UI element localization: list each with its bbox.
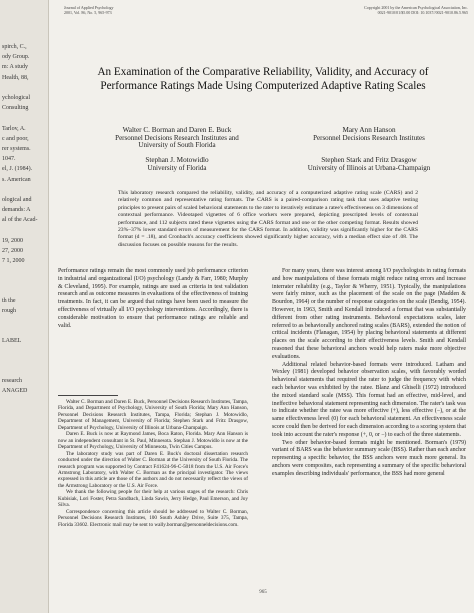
author-block [92, 157, 262, 172]
previous-page-line: s. American [2, 176, 31, 183]
journal-line: 2001, Vol. 86, No. 5, 965-973 [64, 10, 112, 15]
previous-page-line: rer systems. [2, 146, 31, 152]
previous-page-edge [0, 0, 49, 613]
previous-page-line: 19, 2000 [2, 237, 23, 244]
journal-line: Journal of Applied Psychology [64, 5, 114, 10]
right-column [272, 268, 466, 479]
abstract: This laboratory research compared the reliability, validity, and accuracy of a computerized adaptive rating scale (CARS) and 2 relatively common and representative rating formats. The CARS is a paired-comparison rating task that uses adaptive testing principles to present pairs of scaled behavioral statements to the rater to iteratively estimate a ratee's effectiveness on 3 dimensions of contextual performance. Videotaped vignettes of 6 office workers were prepared, depicting prescripted levels of contextual performance, and 112 subjects rated these vignettes using the CARS format and one or the other competing format. Results showed 23%–37% lower standard errors of measurement for the CARS format. In addition, validity was significantly higher for the CARS format (d = .18), and Cronbach's accuracy coefficients showed significantly higher accuracy, with a median effect size of .08. The discussion focuses on possible reasons for the results. [118, 190, 418, 248]
previous-page-line: 7 1, 2000 [2, 258, 25, 265]
author-affiliation: University of South Florida [138, 141, 216, 150]
body-paragraph: Performance ratings remain the most commonly used job performance criterion in industrial and organizational (I/O) psychology (Landy & Farr, 1980; Murphy & Cleveland, 1995). For example, ratings are used as criteria in test validation research and as outcome measures in evaluations of the effectiveness of training treatments. In fact, it can be argued that ratings have been used to measure the effectiveness of virtually all I/O psychology interventions. Accordingly, there is considerable motivation to ensure that performance ratings are reliable and valid. [58, 268, 248, 329]
author-name: Walter C. Borman and Daren E. Buck [122, 126, 232, 134]
footnote-paragraph: Daren E. Buck is now at Raymond James, Boca Raton, Florida. Mary Ann Hanson is now an independent consultant in St. Paul, Minnesota. Stephan J. Motowidlo is now at the Department of Psychology, University of Minnesota, Twin Cities Campus. [58, 431, 248, 451]
copyright-header [364, 5, 468, 15]
previous-page-line: ANAGED [2, 388, 28, 394]
footnote-paragraph: We thank the following people for their help at various stages of the research: Chris Kubisiak, Lori Foster, Petra Sandbach, Linda Sawin, Jerry Hedge, Paul Emerson, and Joy Silva. [58, 489, 248, 509]
author-affiliation: Personnel Decisions Research Institutes [313, 133, 425, 142]
body-paragraph: Two other behavior-based formats might be mentioned. Borman's (1979) variant of BARS was the behavior summary scale (BSS). Rather than each anchor representing a specific behavior, the BSS anchors were much more general. Its anchors were composites, each representing a summary of the specific behavioral examples describing individuals' performance, the BSS had more general [272, 439, 466, 477]
previous-page-line: m: A study [2, 64, 29, 71]
footnote-rule [58, 395, 118, 396]
previous-page-line: demands: A [2, 207, 31, 214]
previous-page-line: Health, 88, [2, 74, 29, 81]
previous-page-line: Tarlov, A. [2, 125, 26, 132]
journal-header [64, 5, 113, 15]
author-name: Stephan J. Motowidlo [145, 156, 209, 164]
previous-page-line: 27, 2000 [2, 248, 23, 254]
page-number: 965 [259, 590, 267, 595]
body-paragraph: For many years, there was interest among I/O psychologists in rating formats and how manipulations of these formats might reduce rating errors and increase interrater reliability (e.g., Taylor & Wherry, 1951). Typically, the manipulations were fairly minor, such as the placement of the scale on the page (Madden & Bourdon, 1964) or the number of response categories on the scale (Bendig, 1954). However, in 1963, Smith and Kendall introduced a format that was substantially different from other rating instruments. Behavioral expectations scales, later referred to as behaviorally anchored rating scales (BARS), extended the notion of critical incidents (Flanagan, 1954) by placing behavioral statements at different places on the scale according to their effectiveness levels. Smith and Kendall reasoned that these behavioral anchors would help raters make more objective evaluations. [272, 268, 466, 360]
author-affiliation: Personnel Decisions Research Institutes and [115, 133, 239, 142]
author-name: Mary Ann Hanson [342, 126, 396, 134]
author-note [58, 399, 248, 528]
author-block [284, 157, 454, 172]
previous-page-line: ychological [2, 95, 30, 101]
copyright-line: Copyright 2001 by the American Psychological Association, Inc. [364, 5, 468, 10]
author-block [92, 127, 262, 150]
left-column [58, 268, 248, 330]
previous-page-line: al of the Acad- [2, 217, 38, 224]
previous-page-line: LABEL [2, 338, 22, 344]
author-block [284, 127, 454, 142]
previous-page-line: Consulting [2, 105, 29, 112]
title-line: An Examination of the Comparative Reliability, Validity, and Accuracy of [97, 66, 429, 78]
previous-page-line: 1047. [2, 156, 16, 163]
previous-page-line: ological and [2, 197, 32, 203]
article-page [58, 0, 468, 613]
previous-page-line: c and poor, [2, 135, 29, 142]
previous-page-line: th the [2, 298, 16, 304]
footnote-paragraph: The laboratory study was part of Daren E. Buck's doctoral dissertation research conducted under the direction of Walter C. Borman at the University of South Florida. The research program was supported by Contract F41624-96-C-5018 from the U.S. Air Force's Armstrong Laboratory, with Walter C. Borman as the principal investigator. The views expressed in this article are those of the authors and do not necessarily reflect the views of the Armstrong Laboratory or the U.S. Air Force. [58, 450, 248, 489]
copyright-line: 0021-9010/01/$5.00 DOI: 10.1037//0021-9010.86.5.965 [377, 10, 468, 15]
article-title [58, 66, 468, 93]
footnote-paragraph: Correspondence concerning this article should be addressed to Walter C. Borman, Personnel Decisions Research Institutes, 100 South Ashley Drive, Suite 375, Tampa, Florida 33602. Electronic mail may be sent to wally.borman@personneldecisions.com. [58, 508, 248, 528]
previous-page-line: rough [2, 308, 16, 314]
previous-page-line: research [2, 378, 22, 384]
author-affiliation: University of Florida [147, 163, 207, 172]
previous-page-line: el, J. (1984). [2, 166, 33, 173]
author-affiliation: University of Illinois at Urbana-Champaign [307, 163, 431, 172]
previous-page-line: ody Group. [2, 54, 30, 61]
body-paragraph: Additional related behavior-based formats were introduced. Latham and Wexley (1981) developed behavior observation scales, with favorably worded behavioral statements that required the rater to judge the frequency with which each behavior was exhibited by the ratee. Blanz and Ghiselli (1972) introduced the mixed standard scale (MSS). This format had an effective, mid-level, and ineffective behavioral statement representing each dimension. The rater's task was to indicate whether the ratee was more effective (+), less effective (−), or at the same effectiveness level (0) for each behavioral statement. An effectiveness scale score could then be derived for each dimension according to a scoring system that took into account the rater's response (+, 0, or −) to each of the three statements. [272, 361, 466, 438]
author-name: Stephen Stark and Fritz Drasgow [321, 156, 417, 164]
previous-page-line: spirch, C., [2, 44, 27, 50]
title-line: Performance Ratings Made Using Computerized Adaptive Rating Scales [100, 79, 426, 92]
footnote-paragraph: Walter C. Borman and Daren E. Buck, Personnel Decisions Research Institutes, Tampa, Florida, and Department of Psychology, University of South Florida; Mary Ann Hanson, Personnel Decisions Research Institutes, Tampa, Florida; Stephan J. Motowidlo, Department of Management, University of Florida; Stephen Stark and Fritz Drasgow, Department of Psychology, University of Illinois at Urbana-Champaign. [58, 399, 248, 431]
